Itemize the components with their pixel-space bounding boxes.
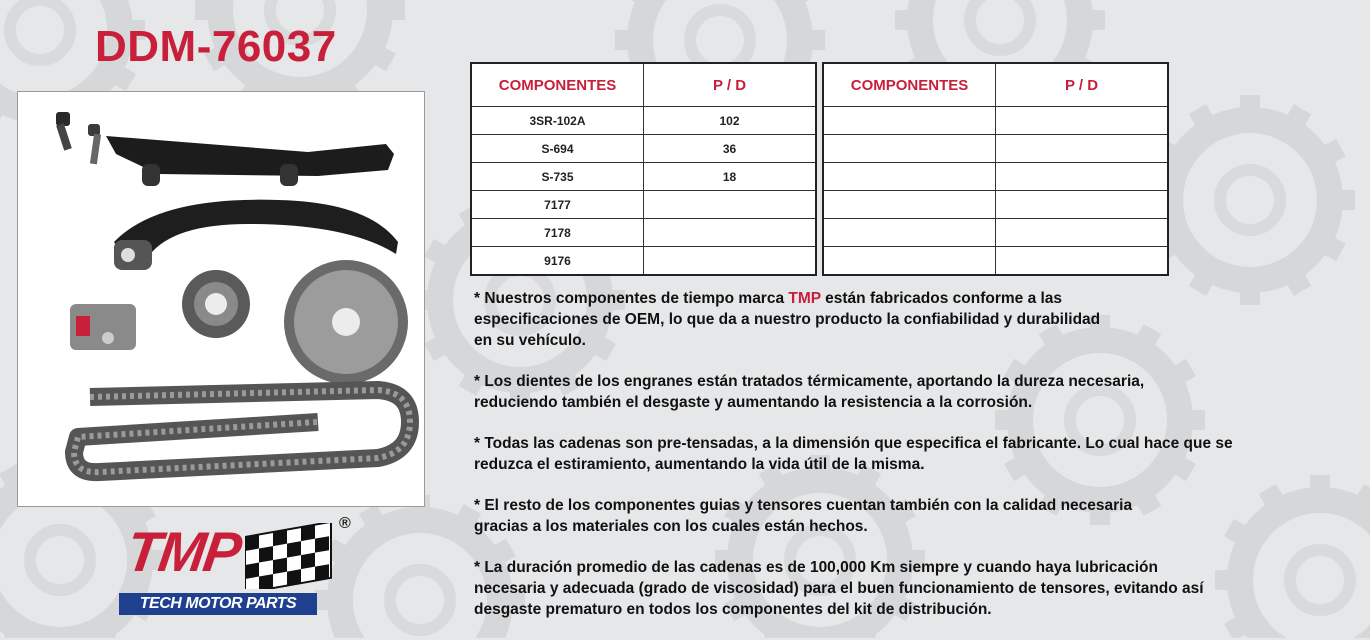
component-cell: S-694 bbox=[471, 135, 644, 163]
note-chains bbox=[474, 433, 1354, 475]
logo-text: TMP bbox=[122, 520, 244, 583]
components-table-left bbox=[470, 62, 817, 276]
table-row bbox=[471, 107, 816, 135]
note-duration bbox=[474, 557, 1354, 620]
component-cell: 7177 bbox=[471, 191, 644, 219]
pd-cell bbox=[996, 163, 1169, 191]
table-row bbox=[471, 163, 816, 191]
pd-cell bbox=[644, 247, 817, 276]
note-guides bbox=[474, 495, 1354, 537]
pd-cell bbox=[996, 107, 1169, 135]
component-cell bbox=[823, 107, 996, 135]
component-cell: 3SR-102A bbox=[471, 107, 644, 135]
checkered-flag-icon bbox=[245, 523, 335, 589]
table-row bbox=[823, 107, 1168, 135]
column-header-components: COMPONENTES bbox=[471, 63, 644, 107]
note-text: están fabricados conforme a las bbox=[820, 290, 1063, 307]
note-text: * El resto de los componentes guias y tensores cuentan también con la calidad necesaria bbox=[474, 497, 1133, 514]
note-text: reduzca el estiramiento, aumentando la vida útil de la misma. bbox=[474, 456, 925, 473]
cam-sprocket bbox=[284, 260, 408, 384]
table-row bbox=[823, 219, 1168, 247]
table-row bbox=[471, 247, 816, 276]
pd-cell bbox=[996, 219, 1169, 247]
pd-cell: 102 bbox=[644, 107, 817, 135]
table-row bbox=[823, 135, 1168, 163]
pd-cell bbox=[996, 191, 1169, 219]
component-cell bbox=[823, 219, 996, 247]
kit-title: DDM-76037 bbox=[95, 22, 337, 71]
component-cell: S-735 bbox=[471, 163, 644, 191]
table-row bbox=[471, 191, 816, 219]
table-row bbox=[471, 219, 816, 247]
table-row bbox=[823, 247, 1168, 276]
note-text: gracias a los materiales con los cuales están hechos. bbox=[474, 518, 868, 535]
note-text: * Todas las cadenas son pre-tensadas, a la dimensión que especifica el fabricante. Lo cual hace que se bbox=[474, 435, 1233, 452]
component-cell bbox=[823, 247, 996, 276]
column-header-pd: P / D bbox=[996, 63, 1169, 107]
feature-notes bbox=[474, 288, 1354, 640]
note-text: reduciendo también el desgaste y aumentando la resistencia a la corrosión. bbox=[474, 394, 1033, 411]
product-photo bbox=[17, 91, 425, 507]
pd-cell bbox=[996, 135, 1169, 163]
brand-name: TMP bbox=[788, 290, 821, 307]
note-oem bbox=[474, 288, 1354, 351]
table-row bbox=[823, 163, 1168, 191]
registered-mark: ® bbox=[339, 515, 351, 532]
note-text: * La duración promedio de las cadenas es de 100,000 Km siempre y cuando haya lubricación bbox=[474, 559, 1158, 576]
chain-guide-lower bbox=[114, 200, 398, 270]
chain-guide-upper bbox=[106, 136, 394, 186]
note-text: especificaciones de OEM, lo que da a nuestro producto la confiabilidad y durabilidad bbox=[474, 311, 1101, 328]
component-cell bbox=[823, 191, 996, 219]
note-text: * Nuestros componentes de tiempo marca bbox=[474, 290, 789, 307]
pd-cell bbox=[644, 219, 817, 247]
pd-cell: 18 bbox=[644, 163, 817, 191]
component-cell bbox=[823, 135, 996, 163]
note-text: en su vehículo. bbox=[474, 332, 586, 349]
note-text: * Los dientes de los engranes están tratados térmicamente, aportando la dureza necesaria, bbox=[474, 373, 1145, 390]
pd-cell bbox=[644, 191, 817, 219]
note-text: necesaria y adecuada (grado de viscosidad) para el buen funcionamiento de tensores, evitando así bbox=[474, 580, 1204, 597]
crank-sprocket bbox=[182, 270, 250, 338]
table-row bbox=[471, 135, 816, 163]
table-row bbox=[823, 191, 1168, 219]
component-cell bbox=[823, 163, 996, 191]
tmp-logo bbox=[117, 515, 357, 620]
note-text: desgaste prematuro en todos los componentes del kit de distribución. bbox=[474, 601, 992, 618]
component-cell: 9176 bbox=[471, 247, 644, 276]
bolt-icon bbox=[56, 112, 101, 164]
logo-subtitle: TECH MOTOR PARTS bbox=[119, 593, 317, 615]
components-table-right bbox=[822, 62, 1169, 276]
timing-chain bbox=[74, 390, 410, 472]
pd-cell: 36 bbox=[644, 135, 817, 163]
column-header-components: COMPONENTES bbox=[823, 63, 996, 107]
note-gears bbox=[474, 371, 1354, 413]
component-cell: 7178 bbox=[471, 219, 644, 247]
column-header-pd: P / D bbox=[644, 63, 817, 107]
pd-cell bbox=[996, 247, 1169, 276]
tensioner bbox=[70, 304, 136, 350]
